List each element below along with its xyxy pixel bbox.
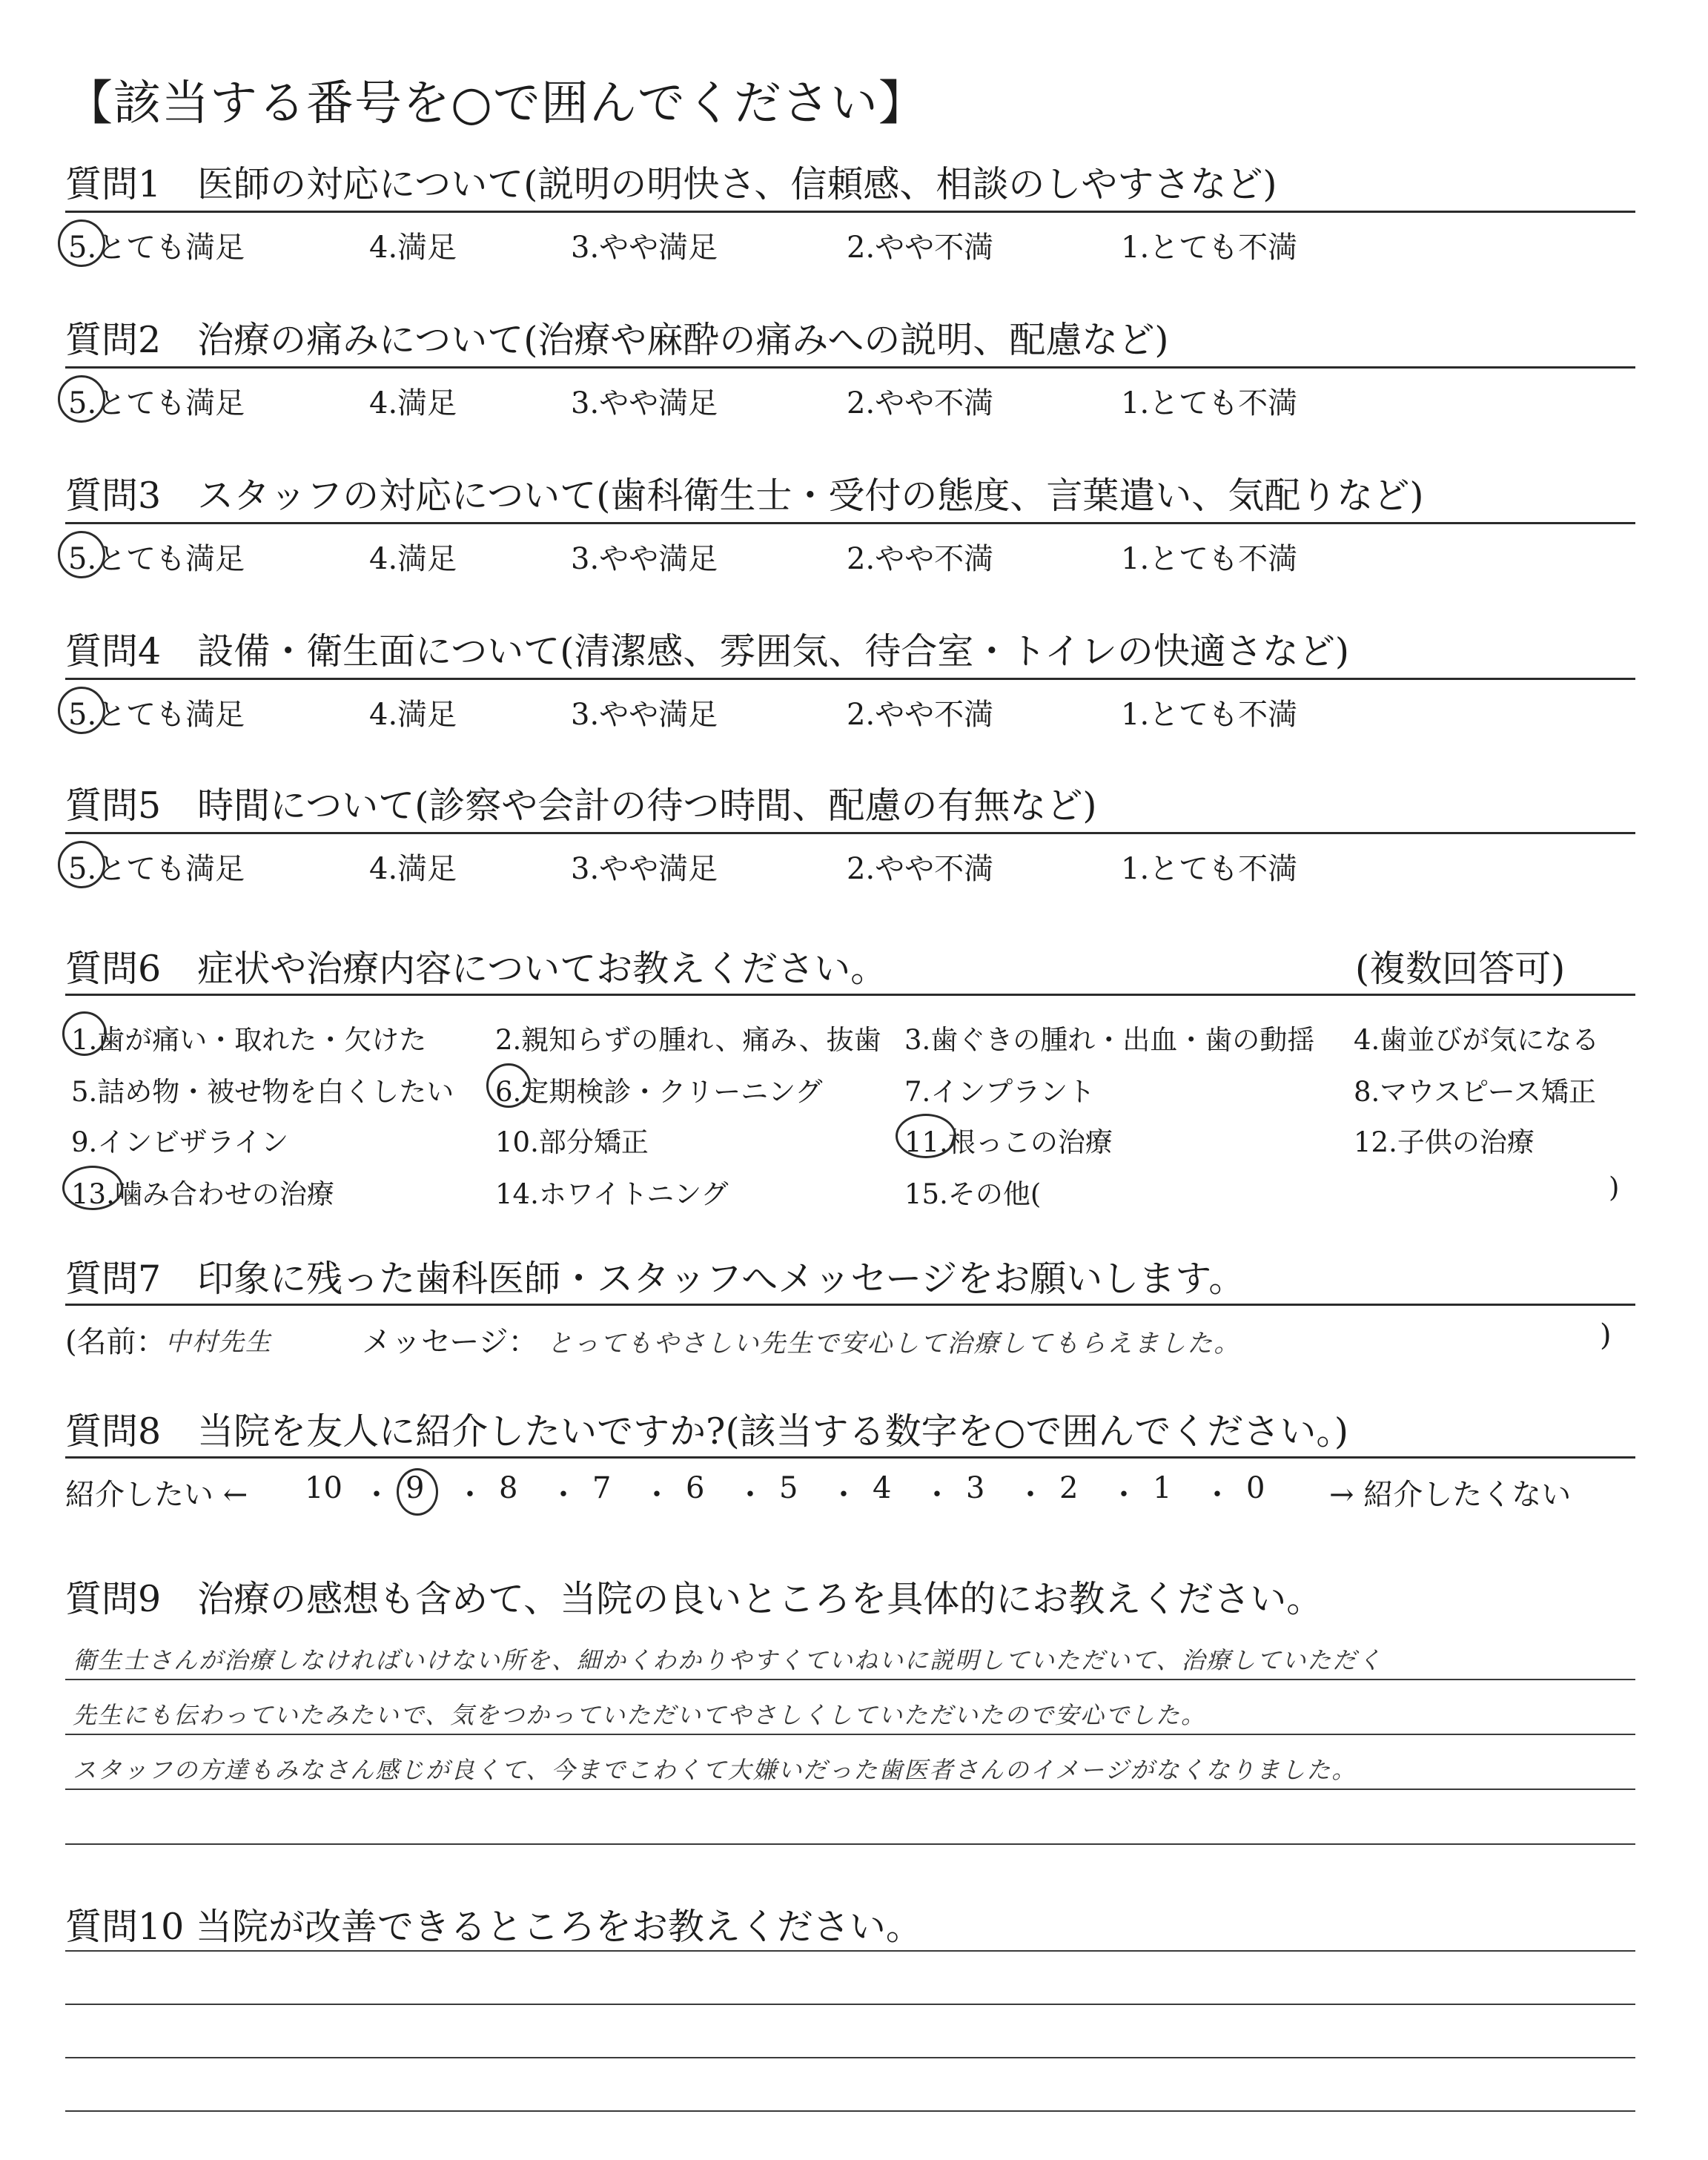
q6-option-6[interactable]: 6.定期検診・クリーニング: [495, 1076, 823, 1108]
q8-left-label: 紹介したい ←: [65, 1478, 248, 1512]
q8-scale-separator: ・: [829, 1478, 858, 1512]
question-5-title: 質問5 時間について(診察や会計の待つ時間、配慮の有無など): [65, 785, 1097, 827]
q6-selected-circle: [896, 1114, 956, 1158]
q3-option-2[interactable]: 2.やや不満: [847, 542, 994, 576]
question-7-title: 質問7 印象に残った歯科医師・スタッフへメッセージをお願いします。: [65, 1258, 1245, 1300]
q6-option-13[interactable]: 13.噛み合わせの治療: [71, 1178, 334, 1210]
q8-scale-separator: ・: [549, 1478, 578, 1512]
question-10-title: 質問10 当院が改善できるところをお教えください。: [65, 1906, 922, 1948]
q8-scale-10[interactable]: 10: [305, 1471, 342, 1505]
q8-scale-separator: ・: [1109, 1478, 1139, 1512]
q8-scale-9[interactable]: 9: [406, 1471, 425, 1505]
q5-selected-circle: [58, 841, 105, 888]
q3-option-3[interactable]: 3.やや満足: [571, 542, 718, 576]
question-5-rule: [65, 832, 1635, 834]
q8-scale-separator: ・: [362, 1478, 391, 1512]
question-2-title: 質問2 治療の痛みについて(治療や麻酔の痛みへの説明、配慮など): [65, 319, 1169, 361]
question-9-title: 質問9 治療の感想も含めて、当院の良いところを具体的にお教えください。: [65, 1578, 1323, 1620]
q9-answer-line-3[interactable]: スタッフの方達もみなさん感じが良くて、今までこわくて大嫌いだった歯医者さんのイメージがなくなりました。: [73, 1756, 1357, 1784]
q5-option-2[interactable]: 2.やや不満: [847, 852, 994, 886]
question-4-rule: [65, 678, 1635, 680]
q6-selected-circle: [62, 1011, 107, 1056]
q8-scale-2[interactable]: 2: [1059, 1471, 1079, 1505]
q8-scale-separator: ・: [1202, 1478, 1232, 1512]
q4-option-4[interactable]: 4.満足: [369, 698, 457, 732]
question-6-rule: [65, 994, 1635, 996]
q9-answer-line-2[interactable]: 先生にも伝わっていたみたいで、気をつかっていただいてやさしくしていただいたので安心でした。: [73, 1701, 1207, 1729]
q4-option-5[interactable]: 5.とても満足: [68, 698, 245, 732]
q5-option-4[interactable]: 4.満足: [369, 852, 457, 886]
q4-option-1[interactable]: 1.とても不満: [1121, 698, 1298, 732]
q6-option-12[interactable]: 12.子供の治療: [1354, 1126, 1535, 1158]
q5-option-1[interactable]: 1.とても不満: [1121, 852, 1298, 886]
q6-option-10[interactable]: 10.部分矯正: [495, 1126, 649, 1158]
q1-option-3[interactable]: 3.やや満足: [571, 231, 718, 265]
q2-option-2[interactable]: 2.やや不満: [847, 386, 994, 420]
q6-option-3[interactable]: 3.歯ぐきの腫れ・出血・歯の動揺: [904, 1024, 1315, 1056]
q6-option-8[interactable]: 8.マウスピース矯正: [1354, 1076, 1596, 1108]
q8-selected-circle: [397, 1468, 438, 1516]
q4-selected-circle: [58, 687, 105, 734]
question-8-rule: [65, 1456, 1635, 1459]
q8-scale-1[interactable]: 1: [1153, 1471, 1172, 1505]
q3-option-4[interactable]: 4.満足: [369, 542, 457, 576]
q8-scale-separator: ・: [455, 1478, 485, 1512]
q7-message-value[interactable]: とってもやさしい先生で安心して治療してもらえました。: [547, 1329, 1241, 1358]
question-4-title: 質問4 設備・衛生面について(清潔感、雰囲気、待合室・トイレの快適さなど): [65, 630, 1349, 673]
q1-option-4[interactable]: 4.満足: [369, 231, 457, 265]
q7-name-value[interactable]: 中村先生: [165, 1327, 272, 1357]
q6-option-11[interactable]: 11.根っこの治療: [904, 1126, 1113, 1158]
question-1-rule: [65, 211, 1635, 213]
q6-option-5[interactable]: 5.詰め物・被せ物を白くしたい: [71, 1076, 454, 1108]
q3-option-5[interactable]: 5.とても満足: [68, 542, 245, 576]
q7-close-paren: ): [1600, 1318, 1612, 1353]
q8-scale-6[interactable]: 6: [686, 1471, 705, 1505]
q8-scale-4[interactable]: 4: [873, 1471, 892, 1505]
question-6-title: 質問6 症状や治療内容についてお教えください。: [65, 948, 887, 990]
q8-scale-separator: ・: [642, 1478, 672, 1512]
q3-selected-circle: [58, 531, 105, 578]
q8-scale-separator: ・: [1016, 1478, 1045, 1512]
q8-scale-separator: ・: [922, 1478, 952, 1512]
q9-answer-line-1[interactable]: 衛生士さんが治療しなければいけない所を、細かくわかりやすくていねいに説明していただいて、治療していただく: [73, 1646, 1383, 1674]
q6-option-2[interactable]: 2.親知らずの腫れ、痛み、抜歯: [495, 1024, 881, 1056]
q8-scale-0[interactable]: 0: [1246, 1471, 1265, 1505]
q5-option-5[interactable]: 5.とても満足: [68, 852, 245, 886]
q9-line-1: [65, 1679, 1635, 1680]
question-6-note: (複数回答可): [1355, 948, 1566, 990]
q9-line-4: [65, 1843, 1635, 1845]
q1-option-1[interactable]: 1.とても不満: [1121, 231, 1298, 265]
q1-selected-circle: [58, 219, 105, 267]
q6-selected-circle: [62, 1166, 123, 1210]
q2-option-5[interactable]: 5.とても満足: [68, 386, 245, 420]
q3-option-1[interactable]: 1.とても不満: [1121, 542, 1298, 576]
question-3-rule: [65, 522, 1635, 524]
q8-scale-8[interactable]: 8: [499, 1471, 518, 1505]
q2-option-1[interactable]: 1.とても不満: [1121, 386, 1298, 420]
question-3-title: 質問3 スタッフの対応について(歯科衛生士・受付の態度、言葉遣い、気配りなど): [65, 475, 1424, 517]
q8-scale-separator: ・: [735, 1478, 765, 1512]
q2-option-3[interactable]: 3.やや満足: [571, 386, 718, 420]
q8-scale-5[interactable]: 5: [779, 1471, 798, 1505]
q6-option-4[interactable]: 4.歯並びが気になる: [1354, 1024, 1600, 1056]
q4-option-2[interactable]: 2.やや不満: [847, 698, 994, 732]
q2-selected-circle: [58, 375, 105, 423]
q10-line-2: [65, 2004, 1635, 2005]
question-8-title: 質問8 当院を友人に紹介したいですか?(該当する数字を○で囲んでください。): [65, 1410, 1348, 1453]
q5-option-3[interactable]: 3.やや満足: [571, 852, 718, 886]
q9-line-2: [65, 1734, 1635, 1735]
question-2-rule: [65, 366, 1635, 369]
page-heading: 【該当する番号を○で囲んでください】: [65, 76, 927, 131]
q4-option-3[interactable]: 3.やや満足: [571, 698, 718, 732]
q6-option-14[interactable]: 14.ホワイトニング: [495, 1178, 729, 1210]
q1-option-2[interactable]: 2.やや不満: [847, 231, 994, 265]
q2-option-4[interactable]: 4.満足: [369, 386, 457, 420]
q1-option-5[interactable]: 5.とても満足: [68, 231, 245, 265]
q6-option-16: ): [1609, 1172, 1620, 1203]
q6-selected-circle: [486, 1063, 531, 1108]
q10-line-4: [65, 2110, 1635, 2112]
question-1-title: 質問1 医師の対応について(説明の明快さ、信頼感、相談のしやすさなど): [65, 163, 1277, 205]
question-7-rule: [65, 1304, 1635, 1306]
q10-line-1: [65, 1950, 1635, 1952]
q8-scale-7[interactable]: 7: [592, 1471, 612, 1505]
q6-option-1[interactable]: 1.歯が痛い・取れた・欠けた: [71, 1024, 427, 1056]
q6-option-15[interactable]: 15.その他(: [904, 1178, 1042, 1210]
q10-line-3: [65, 2057, 1635, 2058]
q6-option-7[interactable]: 7.インプラント: [904, 1076, 1096, 1108]
q9-line-3: [65, 1789, 1635, 1790]
q8-right-label: → 紹介したくない: [1329, 1478, 1572, 1512]
q6-option-9[interactable]: 9.インビザライン: [71, 1126, 289, 1158]
q7-name-label: (名前：: [65, 1325, 166, 1359]
q7-message-label: メッセージ：: [362, 1325, 538, 1359]
q8-scale-3[interactable]: 3: [966, 1471, 985, 1505]
